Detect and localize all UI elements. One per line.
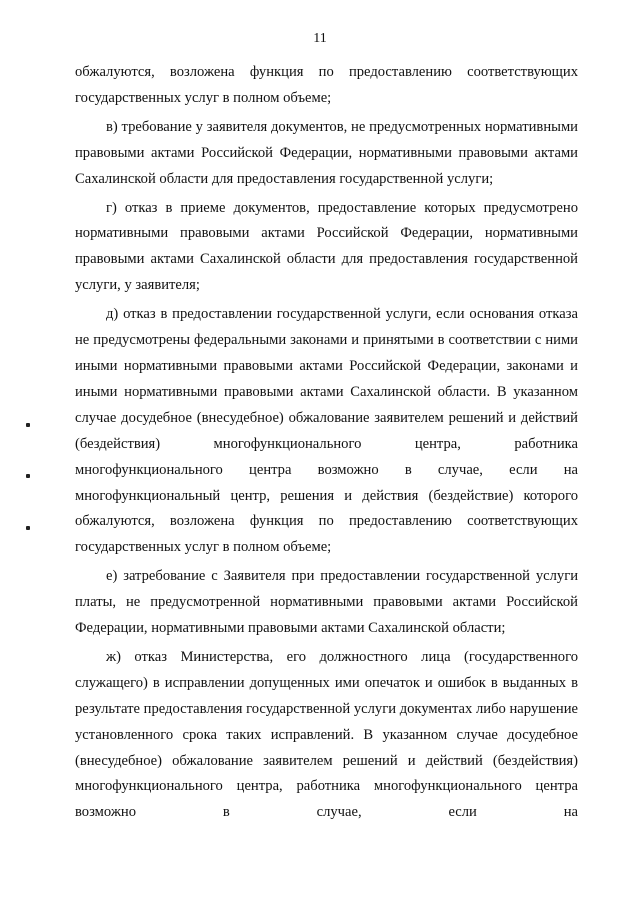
document-body (75, 60, 578, 829)
paragraph-item-v: в) требование у заявителя документов, не предусмотренных нормативными правовыми актами Российской Федерации, нормативными правовыми актами Сахалинской области для предоставления государственной услуги; (75, 118, 578, 187)
page-number: 11 (313, 31, 327, 46)
paragraph-continuation: обжалуются, возложена функция по предоставлению соответствующих государственных услуг в полном объеме; (75, 64, 578, 106)
margin-mark (26, 474, 30, 478)
margin-mark (26, 526, 30, 530)
paragraph-item-zh: ж) отказ Министерства, его должностного лица (государственного служащего) в исправлении допущенных ими опечаток и ошибок в выданных в результате предоставления государственной услуги документах либо нарушение установленного срока таких исправлений. В указанном случае досудебное (внесудебное) обжалование заявителем решений и действий (бездействия) многофункционального центра, работника многофункционального центра возможно в случае, если на (75, 648, 578, 821)
margin-mark (26, 423, 30, 427)
paragraph-item-g: г) отказ в приеме документов, предоставление которых предусмотрено нормативными правовыми актами Российской Федерации, нормативными правовыми актами Сахалинской области для предоставления государственной услуги, у заявителя; (75, 199, 578, 294)
paragraph-item-e: е) затребование с Заявителя при предоставлении государственной услуги платы, не предусмотренной нормативными правовыми актами Российской Федерации, нормативными правовыми актами Сахалинской области; (75, 568, 578, 637)
paragraph-item-d: д) отказ в предоставлении государственной услуги, если основания отказа не предусмотрены федеральными законами и принятыми в соответствии с ними иными нормативными правовыми актами Российской Федерации, законами и иными нормативными правовыми актами Сахалинской области. В указанном случае досудебное (внесудебное) обжалование заявителем решений и действий (бездействия) многофункционального центра, работника многофункционального центра возможно в случае, если на многофункциональный центр, решения и действия (бездействие) которого обжалуются, возложена функция по предоставлению соответствующих государственных услуг в полном объеме; (75, 306, 578, 556)
